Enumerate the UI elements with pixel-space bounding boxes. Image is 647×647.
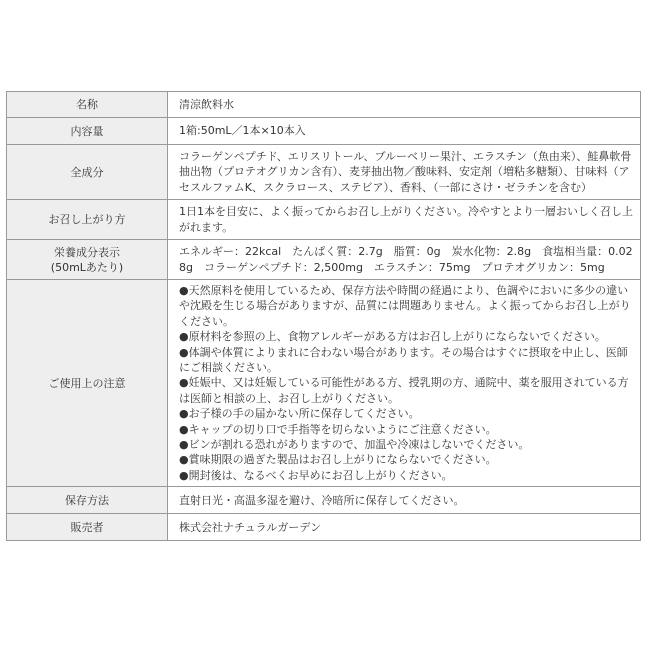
spec-row-cautions — [7, 280, 641, 487]
spec-row-seller — [7, 514, 641, 541]
caution-item: ●体調や体質によりまれに合わない場合があります。その場合はすぐに摂取を中止し、医師にご相談ください。 — [179, 345, 628, 375]
caution-item: ●キャップの切り口で手指等を切らないようにご注意ください。 — [179, 422, 497, 436]
spec-row-how-to-drink — [7, 200, 641, 240]
row-label-line1: 栄養成分表示 — [54, 245, 120, 259]
row-value: 株式会社ナチュラルガーデン — [168, 514, 641, 541]
spec-row-nutrition — [7, 240, 641, 280]
spec-row-ingredients — [7, 145, 641, 200]
spec-row-storage — [7, 487, 641, 514]
row-value: 清涼飲料水 — [168, 92, 641, 118]
row-value: 直射日光・高温多湿を避け、冷暗所に保存してください。 — [168, 487, 641, 514]
row-label: 販売者 — [7, 514, 168, 541]
row-label: 全成分 — [7, 145, 168, 200]
caution-item: ●原材料を参照の上、食物アレルギーがある方はお召し上がりにならないでください。 — [179, 330, 606, 344]
row-label: お召し上がり方 — [7, 200, 168, 240]
caution-item: ●天然原料を使用しているため、保存方法や時間の経過により、色調やにおいに多少の違いや沈殿を生じる場合がありますが、品質には問題ありません。よく振ってからお召し上がりください。 — [179, 284, 631, 328]
row-value — [168, 280, 641, 487]
row-label: 内容量 — [7, 118, 168, 145]
row-label-line2: (50mLあたり) — [50, 260, 124, 274]
caution-item: ●賞味期限の過ぎた製品はお召し上がりにならないでください。 — [179, 453, 497, 467]
spec-row-content — [7, 118, 641, 145]
row-value: 1日1本を目安に、よく振ってからお召し上がりください。冷やすとより一層おいしく召し上がれます。 — [168, 200, 641, 240]
product-spec-table — [6, 91, 641, 541]
row-value: エネルギー：22kcal たんぱく質：2.7g 脂質：0g 炭水化物：2.8g 食塩相当量：0.028g コラーゲンペプチド：2,500mg エラスチン：75mg プロテオグリカン：5mg — [168, 240, 641, 280]
spec-row-name — [7, 92, 641, 118]
caution-item: ●お子様の手の届かない所に保存してください。 — [179, 407, 420, 421]
caution-item: ●開封後は、なるべくお早めにお召し上がりください。 — [179, 468, 453, 482]
caution-list — [179, 283, 634, 483]
caution-item: ●妊娠中、又は妊娠している可能性がある方、授乳期の方、通院中、薬を服用されている方は医師と相談の上、お召し上がりください。 — [179, 376, 629, 405]
row-label: 保存方法 — [7, 487, 168, 514]
row-label: 名称 — [7, 92, 168, 118]
caution-item: ●ビンが割れる恐れがありますので、加温や冷凍はしないでください。 — [179, 438, 530, 452]
row-label — [7, 240, 168, 280]
row-value: 1箱:50mL／1本×10本入 — [168, 118, 641, 145]
row-label: ご使用上の注意 — [7, 280, 168, 487]
row-value: コラーゲンペプチド、エリスリトール、ブルーベリー果汁、エラスチン（魚由来）、鮭鼻軟骨抽出物（プロテオグリカン含有）、麦芽抽出物／酸味料、安定剤（増粘多糖類）、甘味料（アセスルファムK、スクラロース、ステビア）、香料、（一部にさけ・ゼラチンを含む） — [168, 145, 641, 200]
